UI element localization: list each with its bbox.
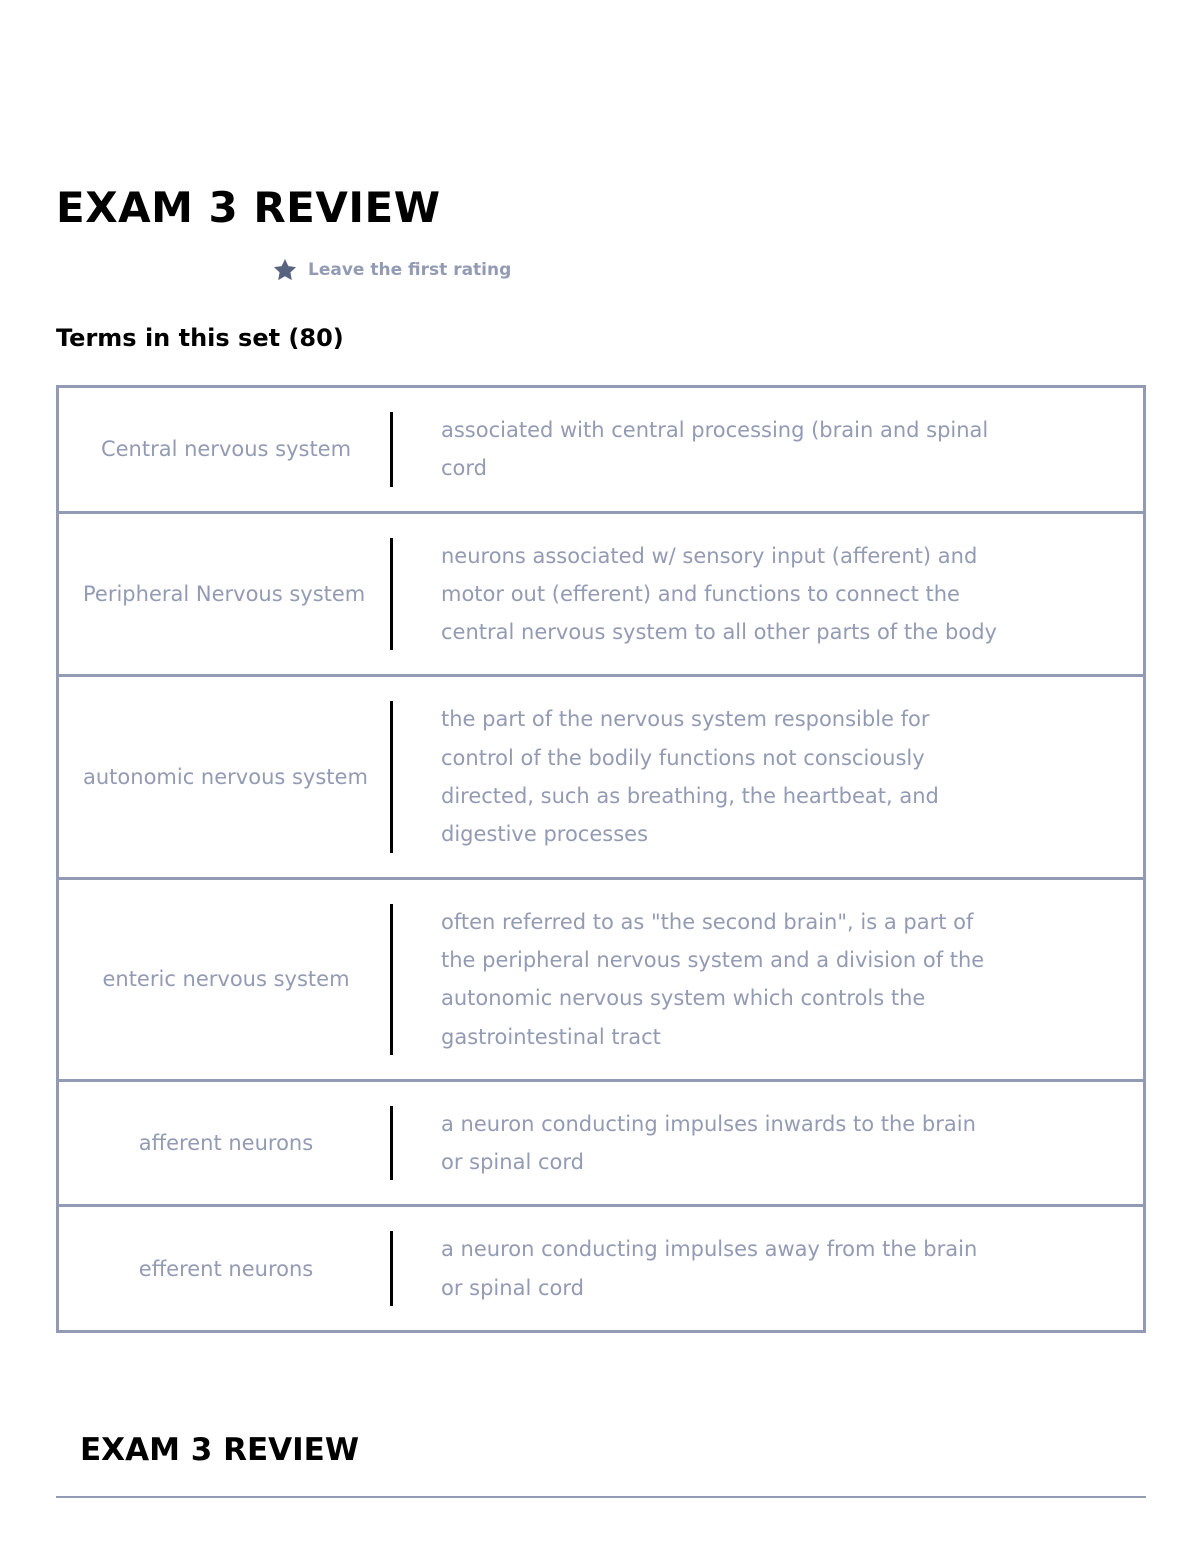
- term-definition: a neuron conducting impulses away from the brain or spinal cord: [441, 1237, 978, 1300]
- term-row[interactable]: [56, 877, 1146, 1082]
- term-word: Central nervous system: [100, 437, 352, 462]
- star-icon: [272, 257, 298, 283]
- term-word: enteric nervous system: [102, 967, 350, 992]
- term-row[interactable]: [56, 385, 1146, 514]
- footer-title: EXAM 3 REVIEW: [80, 1432, 360, 1468]
- footer-divider: [56, 1496, 1146, 1498]
- term-word: Peripheral Nervous system: [83, 582, 366, 607]
- term-definition: a neuron conducting impulses inwards to the brain or spinal cord: [441, 1111, 976, 1175]
- term-row[interactable]: [56, 1204, 1146, 1333]
- term-definition: often referred to as "the second brain", is a part of the peripheral nervous system and a division of the autonomic nervous system which controls the gastrointestinal tract: [441, 909, 985, 1049]
- term-divider: [390, 904, 393, 1055]
- term-divider: [390, 412, 393, 487]
- term-row[interactable]: [56, 511, 1146, 678]
- term-word: efferent neurons: [138, 1256, 314, 1281]
- term-definition: associated with central processing (brain and spinal cord: [441, 418, 989, 481]
- term-definition: the part of the nervous system responsible for control of the bodily functions not consciously directed, such as breathing, the heartbeat, and digestive processes: [441, 707, 939, 847]
- page-title: EXAM 3 REVIEW: [56, 183, 441, 232]
- term-definition: neurons associated w/ sensory input (afferent) and motor out (efferent) and functions to connect the central nervous system to all other parts of the body: [441, 543, 997, 645]
- rating-label: Leave the first rating: [308, 260, 512, 280]
- term-divider: [390, 701, 393, 852]
- term-row[interactable]: [56, 674, 1146, 879]
- term-row[interactable]: [56, 1079, 1146, 1208]
- term-divider: [390, 1106, 393, 1181]
- terms-table: [56, 385, 1146, 1333]
- term-divider: [390, 1231, 393, 1306]
- term-word: autonomic nervous system: [83, 765, 368, 790]
- term-word: afferent neurons: [138, 1131, 314, 1156]
- terms-heading: Terms in this set (80): [56, 324, 344, 352]
- rating-link[interactable]: [272, 256, 511, 284]
- term-divider: [390, 538, 393, 651]
